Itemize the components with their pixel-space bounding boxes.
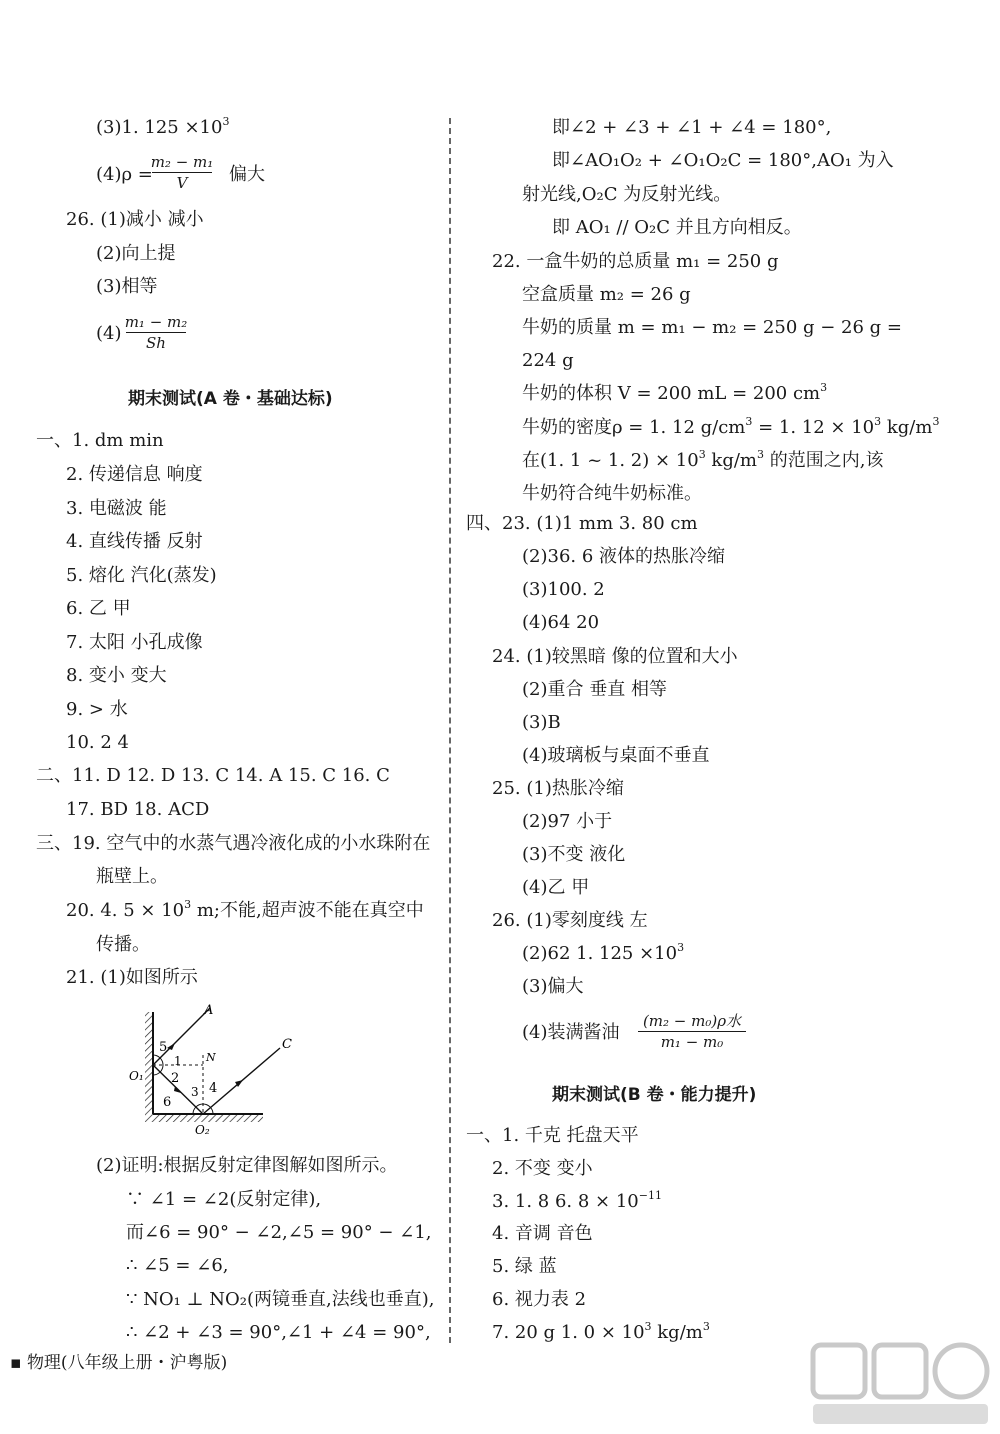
label-o1: O₁ — [129, 1069, 144, 1083]
proof-line-4: ∵ NO₁ ⊥ NO₂(两镜垂直,法线也垂直), — [126, 1289, 435, 1310]
answer-a-10: 10. 2 4 — [66, 732, 129, 753]
answer-b-4: 4. 音调 音色 — [492, 1223, 593, 1244]
answer-26-3-b: (3)偏大 — [522, 976, 584, 997]
answer-c-20: 20. 4. $5 \times 10^3$ m;不能,超声波不能在真空中 — [66, 898, 424, 921]
answer-c-21-1: 21. (1)如图所示 — [66, 967, 198, 988]
proof-line-7: 即∠AO₁O₂ + ∠O₁O₂C = 180°,AO₁ 为入 — [552, 150, 894, 171]
answer-22-2: 空盒质量 m₂ = 26 g — [522, 284, 691, 305]
answer-22-6: 牛奶的密度ρ = 1. 12 $g/cm^3 = 1$. $12 \times 10^3$ $kg/m^3$ — [522, 415, 940, 438]
section-title-a: 期末测试(A 卷・基础达标) — [128, 389, 333, 409]
angle-label-4: 4 — [209, 1081, 218, 1096]
density-fraction: m₂ − m₁ V — [150, 153, 214, 192]
answer-a-5: 5. 熔化 汽化(蒸发) — [66, 565, 217, 586]
answer-c-20-cont: 传播。 — [96, 934, 150, 955]
angle-label-3: 3 — [191, 1085, 199, 1099]
answer-25-3-b: (3)不变 液化 — [522, 844, 626, 865]
answer-a-1: 一、1. dm min — [36, 430, 164, 451]
answer-26-4-prefix: (4) — [96, 323, 122, 344]
angle-label-5: 5 — [159, 1040, 168, 1055]
column-divider — [449, 118, 451, 1343]
reflection-diagram — [125, 1000, 305, 1140]
answer-23-3: (3)100. 2 — [522, 579, 605, 600]
label-c: C — [282, 1037, 292, 1052]
watermark-logo — [808, 1340, 993, 1430]
answer-b-2: 2. 不变 变小 — [492, 1158, 593, 1179]
answer-a-2: 2. 传递信息 响度 — [66, 464, 203, 485]
page-footer: ▪ 物理(八年级上册・沪粤版) — [10, 1353, 228, 1373]
answer-26-2: (2)向上提 — [96, 243, 176, 264]
answer-b-7: 7. 20 g 1. $0 \times 10^3$ $kg/m^3$ — [492, 1320, 710, 1343]
answer-b-1: 一、1. 千克 托盘天平 — [466, 1125, 639, 1146]
answer-c-21-2: (2)证明:根据反射定律图解如图所示。 — [96, 1155, 398, 1176]
proof-line-8: 射光线,O₂C 为反射光线。 — [522, 184, 732, 205]
answer-25-4-result: 偏大 — [229, 164, 265, 185]
label-a: A — [204, 1003, 214, 1018]
proof-line-3: ∴ ∠5 = ∠6, — [126, 1255, 229, 1276]
answer-25-2: (2)97 小于 — [522, 811, 613, 832]
answer-b-3: 3. 1. 8 6. $8 \times 10^{-11}$ — [492, 1189, 662, 1212]
answer-25-4-b: (4)乙 甲 — [522, 877, 590, 898]
answer-22-5: 牛奶的体积 V = 200 mL = 200 $cm^3$ — [522, 381, 828, 404]
angle-label-6: 6 — [163, 1095, 172, 1110]
answer-a-9: 9. > 水 — [66, 699, 128, 720]
proof-line-5: ∴ ∠2 + ∠3 = 90°,∠1 + ∠4 = 90°, — [126, 1322, 431, 1343]
arrow-reflected-1 — [174, 1086, 181, 1093]
answer-22-4: 224 g — [522, 350, 574, 371]
answer-22-8: 牛奶符合纯牛奶标准。 — [522, 483, 702, 504]
answer-26-4-b-prefix: (4)装满酱油 — [522, 1022, 620, 1043]
answer-25-4-prefix: (4)ρ = — [96, 164, 153, 185]
answer-b-6: 6. 视力表 2 — [492, 1289, 587, 1310]
answer-b-5: 5. 绿 蓝 — [492, 1256, 557, 1277]
answer-c-19-cont: 瓶壁上。 — [96, 866, 168, 887]
soy-density-fraction: (m₂ − m₀)ρ水 m₁ − m₀ — [636, 1011, 748, 1052]
section-title-b: 期末测试(B 卷・能力提升) — [552, 1085, 757, 1105]
answer-24-1: 24. (1)较黑暗 像的位置和大小 — [492, 646, 738, 667]
proof-line-2: 而∠6 = 90° − ∠2,∠5 = 90° − ∠1, — [126, 1222, 432, 1243]
proof-line-1: ∵ ∠1 = ∠2(反射定律), — [126, 1189, 322, 1210]
answer-25-1: 25. (1)热胀冷缩 — [492, 778, 624, 799]
answer-24-4: (4)玻璃板与桌面不垂直 — [522, 745, 710, 766]
answer-23-2: (2)36. 6 液体的热胀冷缩 — [522, 546, 726, 567]
answer-a-3: 3. 电磁波 能 — [66, 498, 167, 519]
answer-26-2-b: (2)62 1. $125 \times 10^3$ — [522, 941, 685, 964]
horizontal-mirror-hatch — [153, 1114, 263, 1122]
answer-b-17-18: 17. BD 18. ACD — [66, 799, 210, 820]
answer-c-19: 三、19. 空气中的水蒸气遇冷液化成的小水珠附在 — [36, 833, 431, 854]
answer-22-3: 牛奶的质量 m = m₁ − m₂ = 250 g − 26 g = — [522, 317, 903, 338]
answer-a-7: 7. 太阳 小孔成像 — [66, 632, 203, 653]
answer-26-1-b: 26. (1)零刻度线 左 — [492, 910, 648, 931]
angle-label-2: 2 — [171, 1071, 180, 1086]
answer-22-1: 22. 一盒牛奶的总质量 m₁ = 250 g — [492, 251, 779, 272]
answer-26-3: (3)相等 — [96, 276, 158, 297]
answer-a-6: 6. 乙 甲 — [66, 598, 131, 619]
answer-a-4: 4. 直线传播 反射 — [66, 531, 203, 552]
answer-26-1: 26. (1)减小 减小 — [66, 209, 204, 230]
answer-23-1: 四、23. (1)1 mm 3. 80 cm — [466, 513, 698, 534]
answer-23-4: (4)64 20 — [522, 612, 600, 633]
answer-22-7: 在(1. 1 ~ 1. $2) \times 10^3$ $kg/m^3$ 的范围之内,该 — [522, 448, 884, 471]
proof-line-9: 即 AO₁ // O₂C 并且方向相反。 — [552, 217, 802, 238]
footer-label: 物理(八年级上册・沪粤版) — [26, 1353, 228, 1373]
answer-25-3: (3)1. $125 \times 10^3$ — [96, 115, 230, 138]
answer-24-2: (2)重合 垂直 相等 — [522, 679, 667, 700]
answer-b-11-16: 二、11. D 12. D 13. C 14. A 15. C 16. C — [36, 765, 390, 786]
proof-line-6: 即∠2 + ∠3 + ∠1 + ∠4 = 180°, — [552, 117, 832, 138]
label-n: N — [206, 1051, 216, 1064]
answer-24-3: (3)B — [522, 712, 561, 733]
answer-26-4-fraction: m₁ − m₂ Sh — [124, 313, 188, 352]
vertical-mirror-hatch — [145, 1012, 153, 1122]
answer-a-8: 8. 变小 变大 — [66, 665, 167, 686]
label-o2: O₂ — [195, 1123, 210, 1137]
angle-label-1: 1 — [174, 1054, 182, 1068]
